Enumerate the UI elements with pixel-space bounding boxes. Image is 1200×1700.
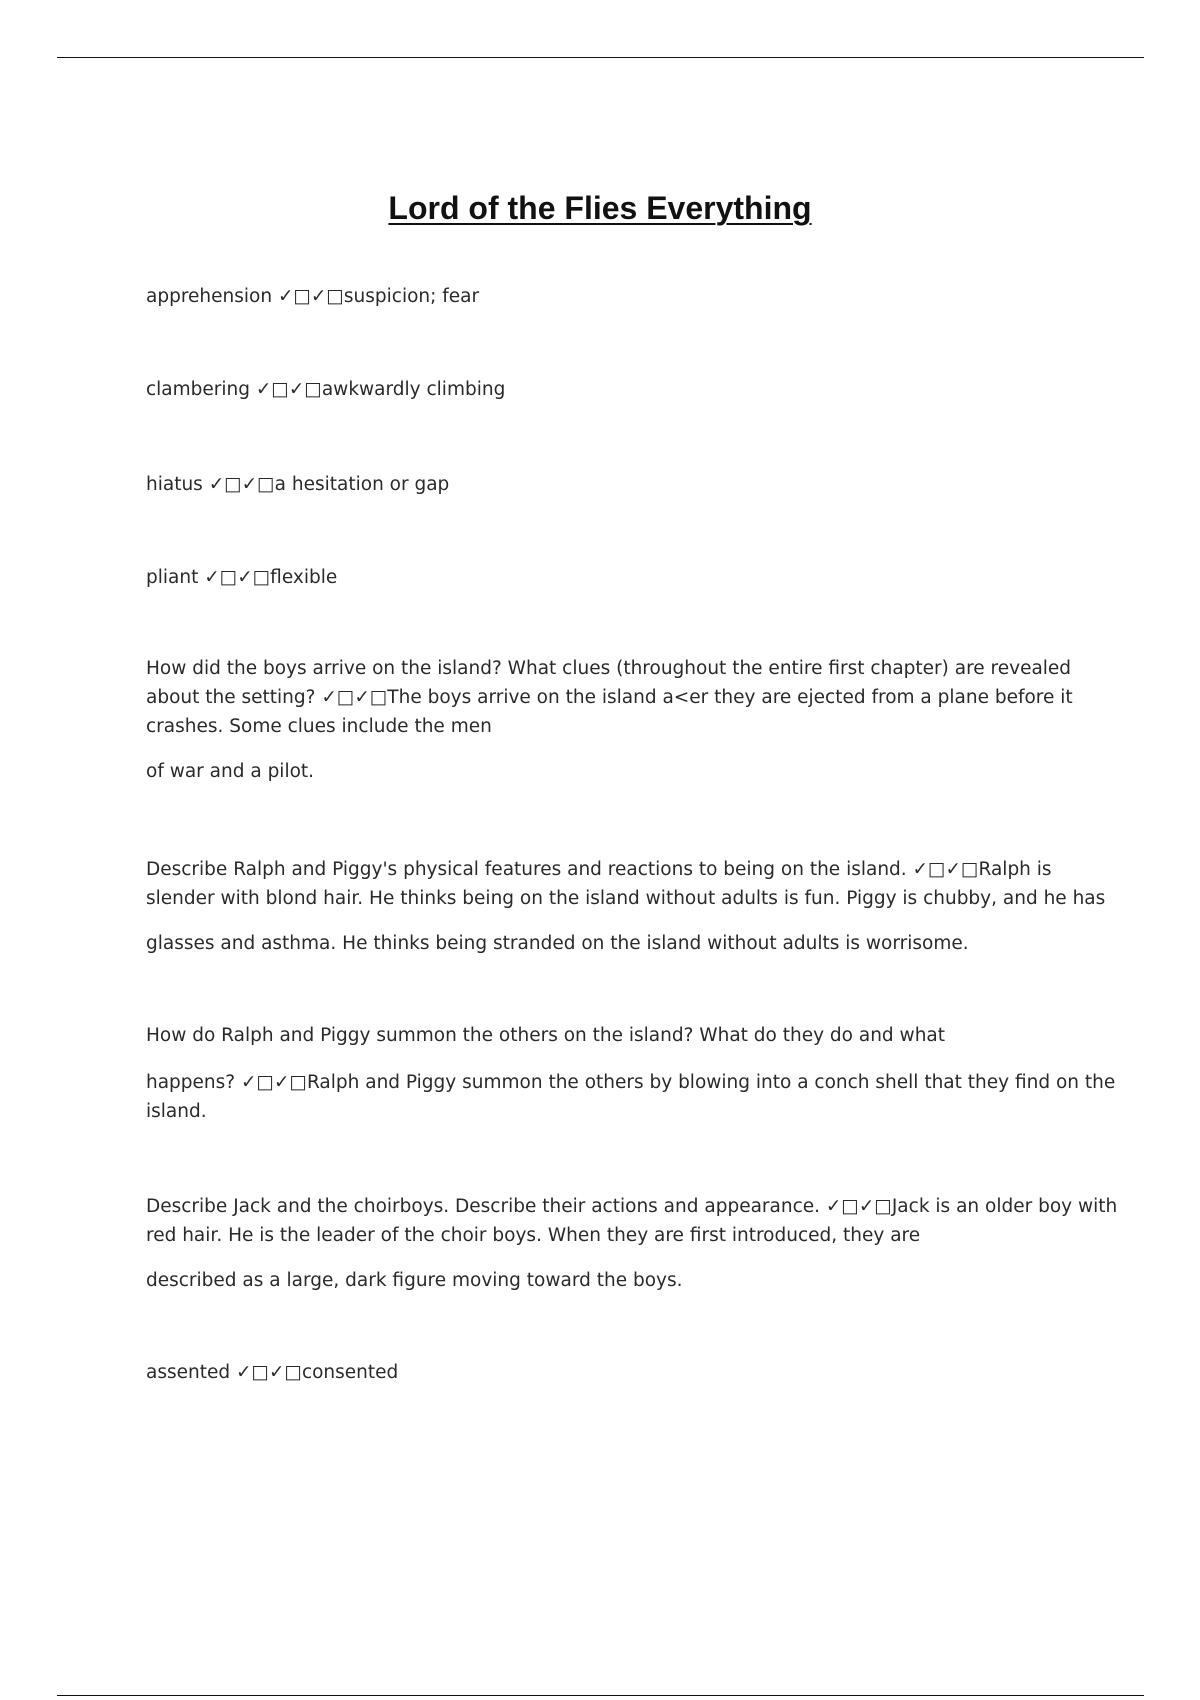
entry-line: crashes. Some clues include the men [146,716,492,737]
entry-line: hiatus ✓□✓□a hesitation or gap [146,474,450,495]
qa-entry-apprehension [146,282,1096,311]
qa-entry-hiatus [146,470,1096,499]
entry-line: red hair. He is the leader of the choir boys. When they are first introduced, they are [146,1225,921,1246]
qa-entry-summon-others [146,1021,1116,1126]
entry-line: apprehension ✓□✓□suspicion; fear [146,286,480,307]
entry-line: about the setting? ✓□✓□The boys arrive on the island a<er they are ejected from a plane before it [146,687,1073,708]
qa-entry-assented [146,1358,1096,1387]
qa-entry-ralph-piggy-features [146,855,1106,958]
entry-line: glasses and asthma. He thinks being stranded on the island without adults is worrisome. [146,933,969,954]
entry-line: Describe Ralph and Piggy's physical features and reactions to being on the island. ✓□✓□Ralph is [146,859,1052,880]
entry-line: of war and a pilot. [146,761,315,782]
entry-line: How do Ralph and Piggy summon the others on the island? What do they do and what [146,1025,946,1046]
entry-line: pliant ✓□✓□flexible [146,567,338,588]
entry-line: clambering ✓□✓□awkwardly climbing [146,379,506,400]
entry-line: island. [146,1101,207,1122]
entry-line: How did the boys arrive on the island? What clues (throughout the entire first chapter) are revealed [146,658,1072,679]
entry-line: assented ✓□✓□consented [146,1362,399,1383]
qa-entry-clambering [146,375,1096,404]
bottom-divider [57,1695,1144,1696]
entry-line: slender with blond hair. He thinks being on the island without adults is fun. Piggy is chubby, and he has [146,888,1106,909]
entry-line: described as a large, dark figure moving toward the boys. [146,1270,683,1291]
qa-entry-pliant [146,563,1096,592]
entry-line: happens? ✓□✓□Ralph and Piggy summon the others by blowing into a conch shell that they find on the [146,1072,1116,1093]
entry-line: Describe Jack and the choirboys. Describe their actions and appearance. ✓□✓□Jack is an older boy with [146,1196,1118,1217]
qa-entry-jack-choirboys [146,1192,1118,1295]
page-title: Lord of the Flies Everything [388,190,812,226]
top-divider [57,57,1144,58]
qa-entry-boys-arrival [146,654,1096,786]
